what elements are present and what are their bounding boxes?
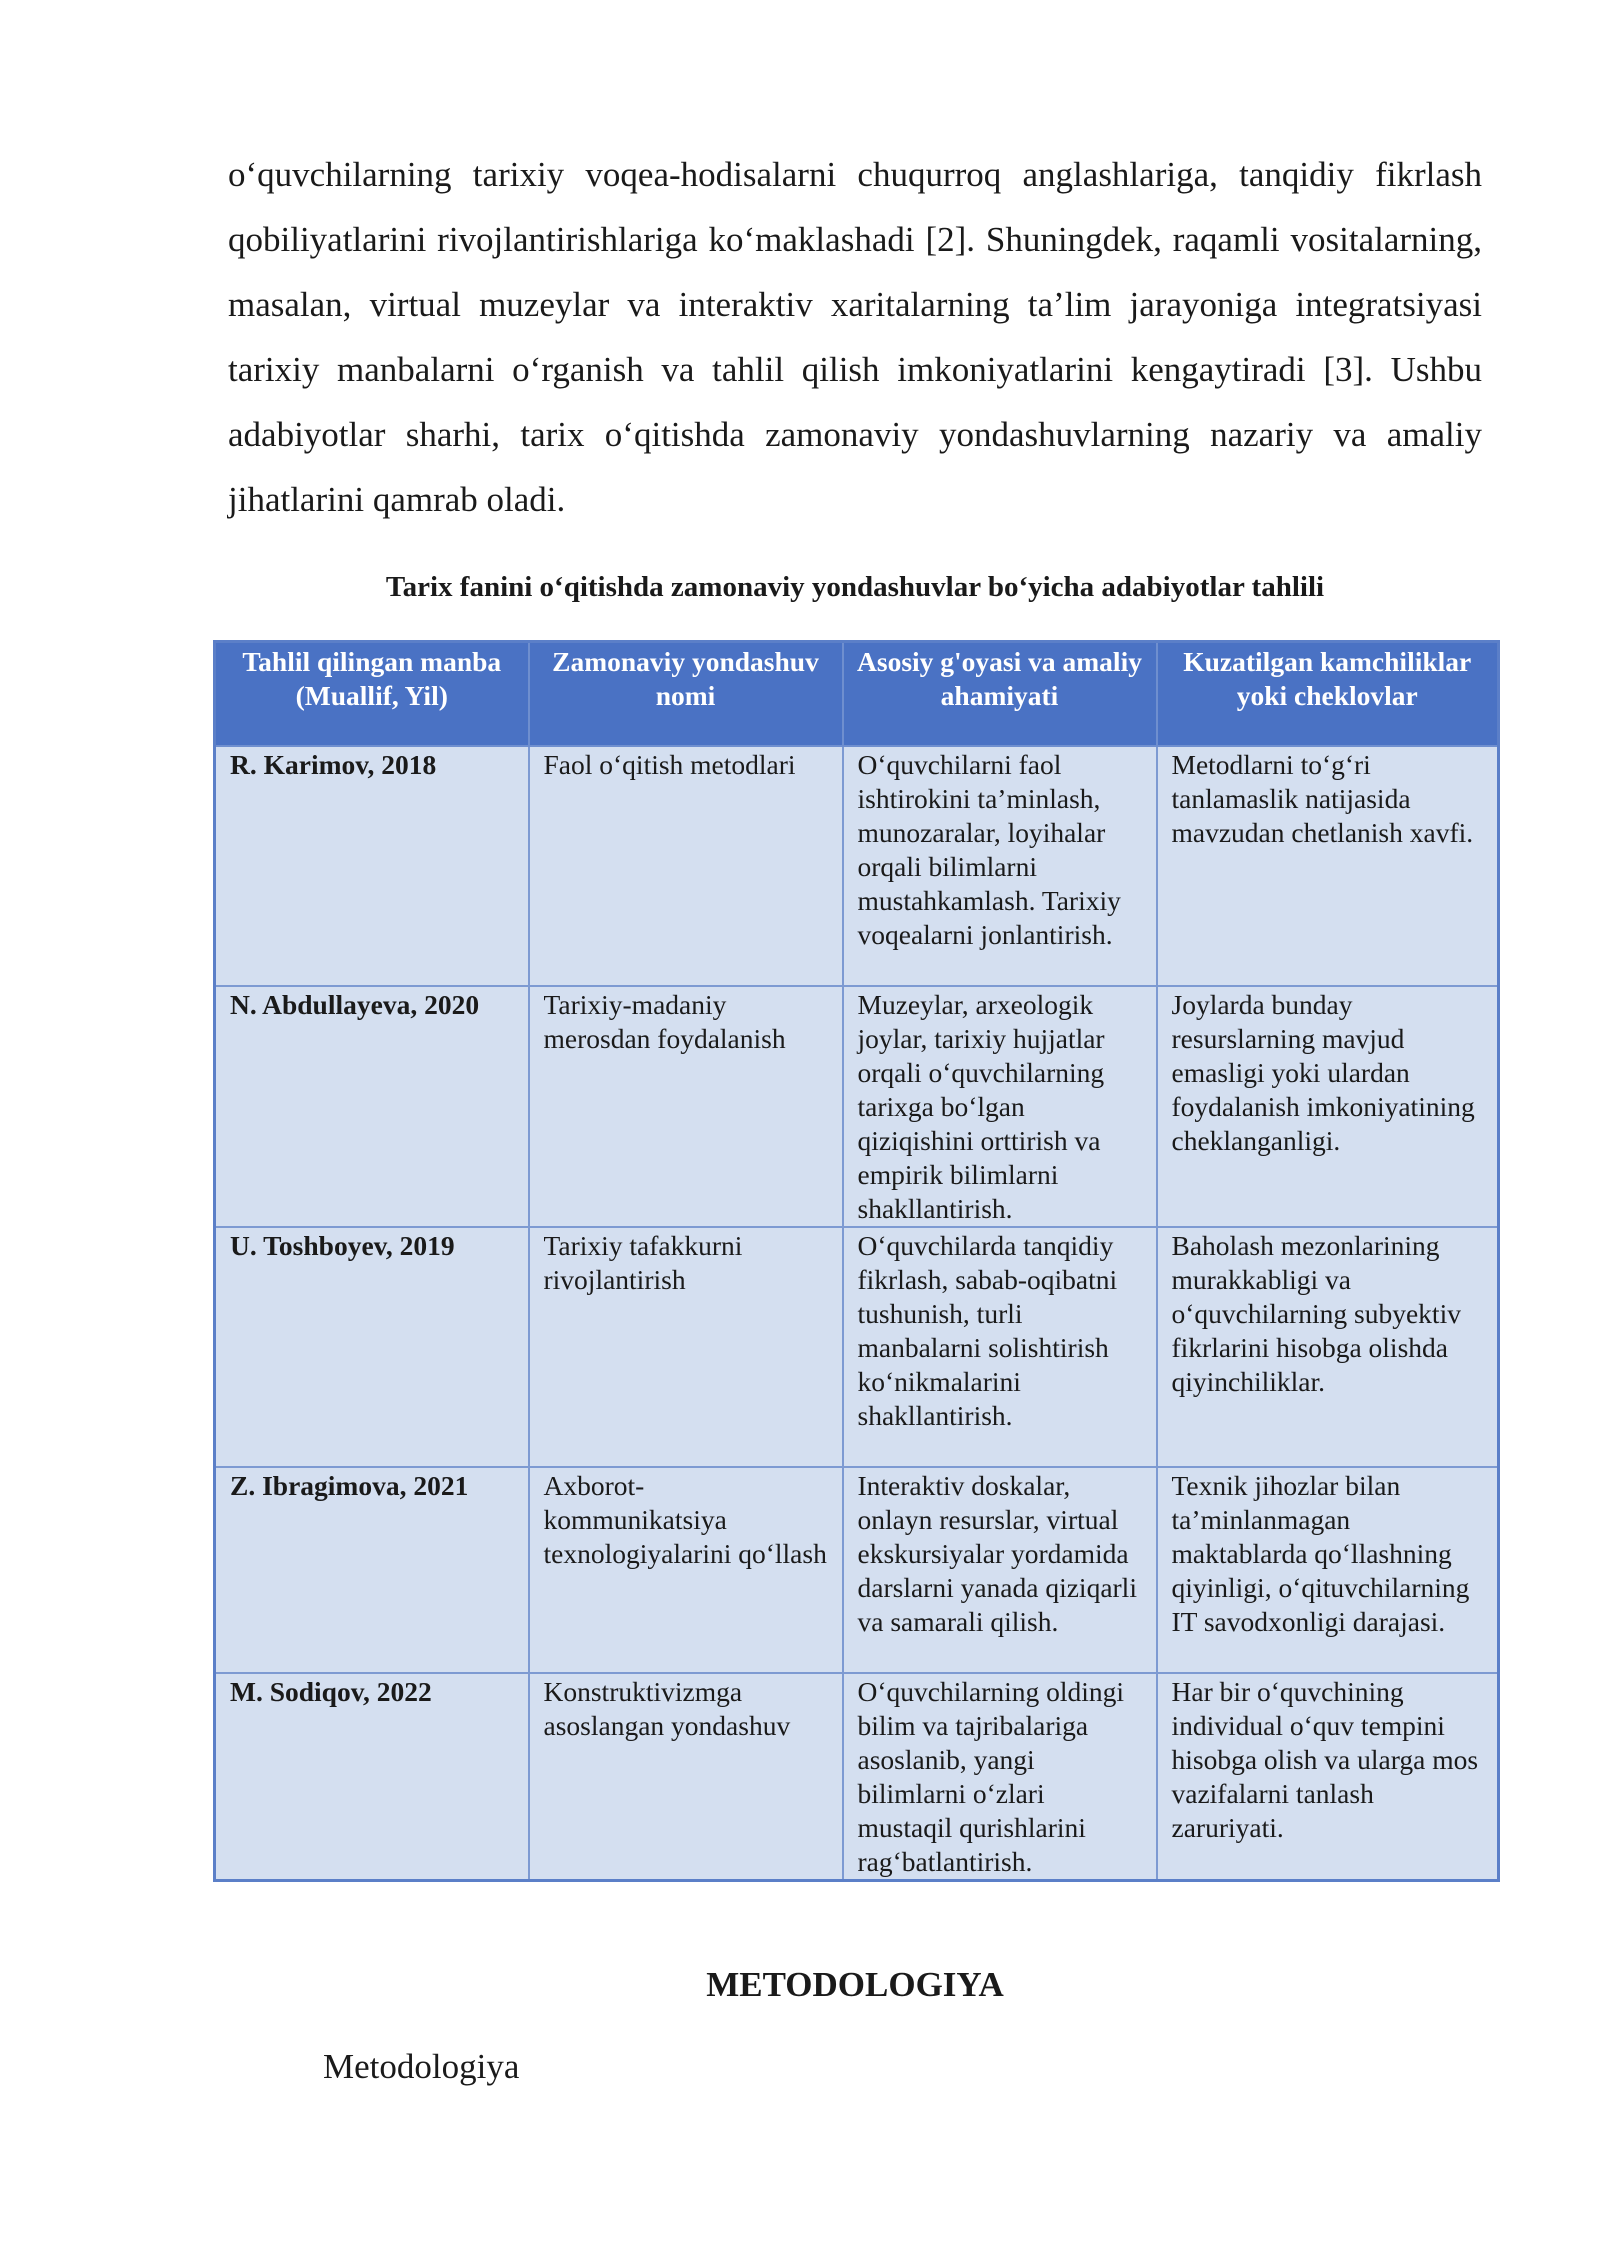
cell-approach: Konstruktivizmga asoslangan yondashuv: [529, 1673, 843, 1881]
cell-idea: Muzeylar, arxeologik joylar, tarixiy hujjatlar orqali o‘quvchilarning tarixga bo‘lgan qiziqishini orttirish va empirik bilimlarni shakllantirish.: [843, 986, 1157, 1227]
table-row: [215, 1673, 1499, 1881]
cell-source: R. Karimov, 2018: [215, 746, 529, 986]
cell-source: N. Abdullayeva, 2020: [215, 986, 529, 1227]
table-row: [215, 1467, 1499, 1673]
table-row: [215, 1227, 1499, 1467]
cell-limitations: Baholash mezonlarining murakkabligi va o‘quvchilarning subyektiv fikrlarini hisobga olishda qiyinchiliklar.: [1157, 1227, 1499, 1467]
cell-source: Z. Ibragimova, 2021: [215, 1467, 529, 1673]
cell-source: M. Sodiqov, 2022: [215, 1673, 529, 1881]
header-source: Tahlil qilingan manba (Muallif, Yil): [215, 642, 529, 746]
cell-approach: Axborot-kommunikatsiya texnologiyalarini qo‘llash: [529, 1467, 843, 1673]
cell-approach: Faol o‘qitish metodlari: [529, 746, 843, 986]
header-approach: Zamonaviy yondashuv nomi: [529, 642, 843, 746]
cell-limitations: Texnik jihozlar bilan ta’minlanmagan maktablarda qo‘llashning qiyinligi, o‘qituvchilarning IT savodxonligi darajasi.: [1157, 1467, 1499, 1673]
table-caption: Tarix fanini o‘qitishda zamonaviy yondashuvlar bo‘yicha adabiyotlar tahlili: [385, 571, 1325, 603]
cell-idea: O‘quvchilarda tanqidiy fikrlash, sabab-oqibatni tushunish, turli manbalarni solishtirish ko‘nikmalarini shakllantirish.: [843, 1227, 1157, 1467]
cell-source: U. Toshboyev, 2019: [215, 1227, 529, 1467]
cell-limitations: Har bir o‘quvchining individual o‘quv tempini hisobga olish va ularga mos vazifalarni tanlash zaruriyati.: [1157, 1673, 1499, 1881]
header-limitations: Kuzatilgan kamchiliklar yoki cheklovlar: [1157, 642, 1499, 746]
cell-idea: O‘quvchilarni faol ishtirokini ta’minlash, munozaralar, loyihalar orqali bilimlarni mustahkamlash. Tarixiy voqealarni jonlantirish.: [843, 746, 1157, 986]
header-idea: Asosiy g'oyasi va amaliy ahamiyati: [843, 642, 1157, 746]
table-row: [215, 986, 1499, 1227]
cell-limitations: Metodlarni to‘g‘ri tanlamaslik natijasida mavzudan chetlanish xavfi.: [1157, 746, 1499, 986]
cell-idea: O‘quvchilarning oldingi bilim va tajribalariga asoslanib, yangi bilimlarni o‘zlari mustaqil qurishlarini rag‘batlantirish.: [843, 1673, 1157, 1881]
cell-approach: Tarixiy tafakkurni rivojlantirish: [529, 1227, 843, 1467]
cell-idea: Interaktiv doskalar, onlayn resurslar, virtual ekskursiyalar yordamida darslarni yanada qiziqarli va samarali qilish.: [843, 1467, 1157, 1673]
cell-approach: Tarixiy-madaniy merosdan foydalanish: [529, 986, 843, 1227]
intro-paragraph: o‘quvchilarning tarixiy voqea-hodisalarni chuqurroq anglashlariga, tanqidiy fikrlash qobiliyatlarini rivojlantirishlariga ko‘maklashadi [2]. Shuningdek, raqamli vositalarning, masalan, virtual muzeylar va interaktiv xaritalarning ta’lim jarayoniga integratsiyasi tarixiy manbalarni o‘rganish va tahlil qilish imkoniyatlarini kengaytiradi [3]. Ushbu adabiyotlar sharhi, tarix o‘qitishda zamonaviy yondashuvlarning nazariy va amaliy jihatlarini qamrab oladi.: [228, 155, 1482, 519]
table-header-row: [215, 642, 1499, 746]
section-heading: METODOLOGIYA: [706, 1965, 1004, 2004]
table-row: [215, 746, 1499, 986]
literature-table: [213, 640, 1500, 1882]
cell-limitations: Joylarda bunday resurslarning mavjud emasligi yoki ulardan foydalanish imkoniyatining cheklanganligi.: [1157, 986, 1499, 1227]
subheading: Metodologiya: [323, 2047, 520, 2086]
